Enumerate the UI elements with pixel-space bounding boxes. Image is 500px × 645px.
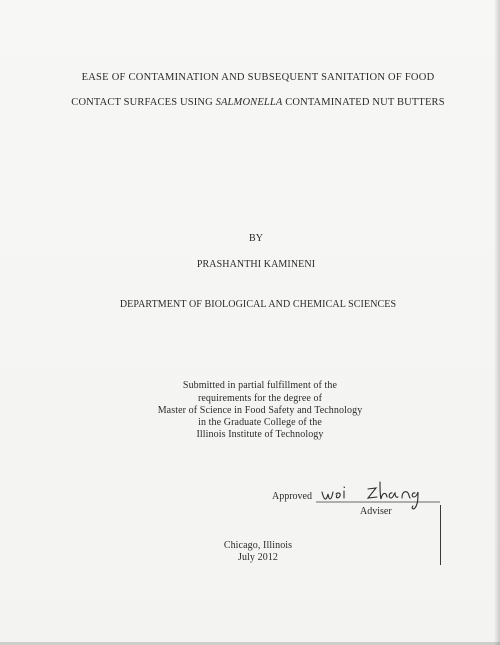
thesis-title-line-1: EASE OF CONTAMINATION AND SUBSEQUENT SANITATION OF FOOD	[81, 72, 435, 83]
date: July 2012	[237, 552, 279, 563]
submission-line: Submitted in partial fulfillment of the	[182, 380, 338, 391]
location: Chicago, Illinois	[223, 540, 293, 551]
submission-line: requirements for the degree of	[197, 393, 323, 404]
submission-line: in the Graduate College of the	[198, 417, 322, 428]
department-name: DEPARTMENT OF BIOLOGICAL AND CHEMICAL SCIENCES	[119, 299, 397, 310]
title-line-2-suffix: CONTAMINATED NUT BUTTERS	[282, 97, 445, 108]
title-line-2-italic: SALMONELLA	[215, 97, 283, 108]
title-line-2-prefix: CONTACT SURFACES USING	[71, 97, 216, 108]
approved-label: Approved	[272, 491, 312, 502]
scan-edge-shadow	[494, 0, 500, 645]
by-label: BY	[248, 233, 264, 244]
thesis-title-line-2	[8, 97, 500, 108]
submission-line: Master of Science in Food Safety and Technology	[157, 405, 363, 416]
adviser-label: Adviser	[360, 506, 392, 517]
author-name: PRASHANTHI KAMINENI	[196, 259, 316, 270]
submission-line: Illinois Institute of Technology	[196, 429, 324, 440]
